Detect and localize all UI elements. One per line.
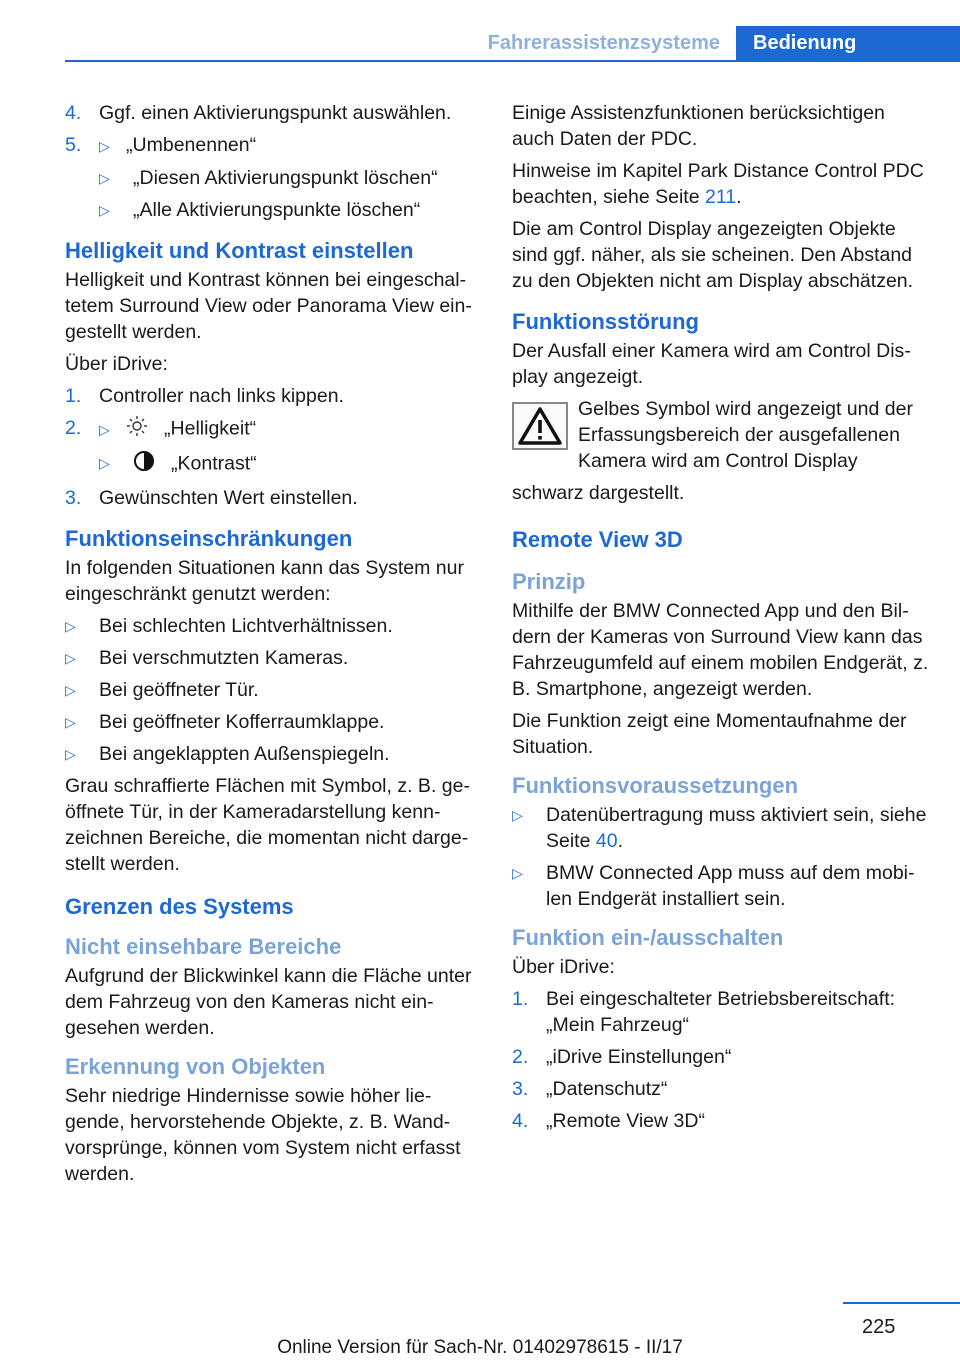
- bullet-triangle-icon: ▷: [99, 170, 110, 186]
- sub-item-text: „Alle Aktivierungspunkte löschen“: [133, 199, 421, 221]
- paragraph: Der Ausfall einer Kamera wird am Control Display angezeigt.: [512, 340, 911, 388]
- paragraph: Über iDrive:: [65, 353, 168, 375]
- warning-note: [512, 396, 932, 474]
- paragraph: Die am Control Display angezeigten Objekte sind ggf. näher, als sie scheinen. Den Abstand zu den Objekten nicht am Display abschätzen.: [512, 218, 914, 292]
- step-number: 3.: [65, 487, 82, 509]
- step-number: 4.: [512, 1110, 529, 1132]
- sub-item-text: „Diesen Aktivierungspunkt löschen“: [133, 167, 438, 189]
- step-text: Controller nach links kippen.: [99, 385, 344, 407]
- paragraph-text: .: [736, 186, 742, 208]
- paragraph: Sehr niedrige Hindernisse sowie höher liegende, hervorstehende Objekte, z. B. Wandvorsprünge, können vom System nicht erfasst werden.: [65, 1085, 461, 1185]
- left-column: [65, 100, 479, 1193]
- step-text: „Umbenennen“: [126, 134, 257, 156]
- warning-text: Gelbes Symbol wird angezeigt und der Erfassungsbereich der ausgefallenen Kamera wird am Control Display: [578, 398, 913, 472]
- page-link-211[interactable]: 211: [704, 186, 737, 208]
- step-text: Gewünschten Wert einstellen.: [99, 487, 358, 509]
- step-text: „Datenschutz“: [546, 1078, 668, 1100]
- step-number: 1.: [65, 385, 82, 407]
- bullet-text: Bei verschmutzten Kameras.: [99, 647, 349, 669]
- bullet-triangle-icon: ▷: [65, 650, 76, 666]
- step-number: 4.: [65, 102, 82, 124]
- bullet-triangle-icon: ▷: [65, 682, 76, 698]
- subheading-object-detection: Erkennung von Objekten: [65, 1054, 326, 1079]
- heading-brightness: Helligkeit und Kontrast einstellen: [65, 238, 414, 263]
- list-item: [512, 986, 932, 1038]
- bullet-triangle-icon: ▷: [512, 807, 523, 823]
- paragraph: Aufgrund der Blickwinkel kann die Fläche unter dem Fahrzeug von den Kameras nicht eingesehen werden.: [65, 965, 472, 1039]
- paragraph-text: Hinweise im Kapitel Park Distance Control PDC beachten, siehe Seite: [512, 160, 924, 208]
- paragraph: Mithilfe der BMW Connected App und den Bildern der Kameras von Surround View kann das Fahrzeugumfeld auf einem mobilen Endgerät, z. B. Smartphone, angezeigt werden.: [512, 600, 929, 700]
- page-link-40[interactable]: 40: [595, 830, 618, 852]
- list-item: [65, 165, 479, 191]
- page-number-rule: [843, 1302, 960, 1304]
- paragraph: In folgenden Situationen kann das System nur eingeschränkt genutzt werden:: [65, 557, 464, 605]
- paragraph: [512, 158, 932, 210]
- list-item: [512, 1076, 932, 1102]
- list-item: [65, 485, 479, 511]
- list-item: [512, 1108, 932, 1134]
- step-number: 5.: [65, 134, 82, 156]
- paragraph: Helligkeit und Kontrast können bei eingeschaltetem Surround View oder Panorama View eingestellt werden.: [65, 269, 472, 343]
- step-text: Ggf. einen Aktivierungspunkt auswählen.: [99, 102, 452, 124]
- list-item: [512, 860, 932, 912]
- list-item: [512, 802, 932, 854]
- page-number: 225: [862, 1316, 896, 1338]
- bullet-text: .: [617, 830, 623, 852]
- list-item: [65, 677, 479, 703]
- list-item: [65, 741, 479, 767]
- contrast-icon: [133, 450, 161, 479]
- step-number: 3.: [512, 1078, 529, 1100]
- subheading-principle: Prinzip: [512, 569, 586, 594]
- sub-item-text: „Kontrast“: [171, 452, 257, 475]
- bullet-triangle-icon: ▷: [65, 618, 76, 634]
- warning-triangle-icon: [512, 402, 568, 450]
- step-number: 2.: [65, 417, 82, 439]
- paragraph: Die Funktion zeigt eine Momentaufnahme der Situation.: [512, 710, 907, 758]
- bullet-text: Bei geöffneter Tür.: [99, 679, 259, 701]
- paragraph: schwarz dargestellt.: [512, 482, 685, 504]
- heading-system-limits: Grenzen des Systems: [65, 894, 294, 919]
- step-number: 2.: [512, 1046, 529, 1068]
- step-number: 1.: [512, 988, 529, 1010]
- heading-limitations: Funktionseinschränkungen: [65, 526, 353, 551]
- list-item: [65, 450, 479, 479]
- step-text: „Remote View 3D“: [546, 1110, 705, 1132]
- list-item: [512, 1044, 932, 1070]
- list-item: [65, 415, 479, 444]
- list-item: [65, 383, 479, 409]
- list-item: [65, 100, 479, 126]
- bullet-text: Datenübertragung muss aktiviert sein, siehe Seite: [546, 804, 927, 852]
- list-item: [65, 197, 479, 223]
- bullet-triangle-icon: ▷: [99, 455, 110, 471]
- heading-malfunction: Funktionsstörung: [512, 309, 699, 334]
- bullet-text: Bei geöffneter Kofferraumklappe.: [99, 711, 385, 733]
- bullet-text: Bei schlechten Lichtverhältnissen.: [99, 615, 393, 637]
- bullet-triangle-icon: ▷: [99, 138, 110, 154]
- header-section-tab[interactable]: Fahrerassistenzsysteme: [487, 32, 720, 54]
- step-text: Bei eingeschalteter Betriebsbereitschaft: „Mein Fahrzeug“: [546, 988, 896, 1036]
- right-column: [512, 100, 932, 1140]
- list-item: [65, 645, 479, 671]
- list-item: [65, 709, 479, 735]
- list-item: [65, 132, 479, 159]
- subheading-blind-areas: Nicht einsehbare Bereiche: [65, 934, 342, 959]
- online-version-footer: Online Version für Sach-Nr. 01402978615 - II/17: [277, 1337, 683, 1358]
- step-text: „iDrive Einstellungen“: [546, 1046, 732, 1068]
- subheading-requirements: Funktionsvoraussetzungen: [512, 773, 799, 798]
- bullet-triangle-icon: ▷: [99, 421, 110, 438]
- header-active-tab[interactable]: Bedienung: [736, 26, 960, 62]
- paragraph: Einige Assistenzfunktionen berücksichtigen auch Daten der PDC.: [512, 102, 885, 150]
- heading-remote-view: Remote View 3D: [512, 527, 683, 552]
- paragraph: Über iDrive:: [512, 956, 615, 978]
- header-rule: [65, 60, 960, 62]
- bullet-triangle-icon: ▷: [65, 746, 76, 762]
- paragraph: Grau schraffierte Flächen mit Symbol, z. B. geöffnete Tür, in der Kameradarstellung kennzeichnen Bereiche, die momentan nicht dargestellt werden.: [65, 775, 470, 875]
- sun-icon: [126, 415, 154, 444]
- bullet-triangle-icon: ▷: [65, 714, 76, 730]
- bullet-triangle-icon: ▷: [512, 865, 523, 881]
- step-text: „Helligkeit“: [164, 417, 257, 440]
- bullet-text: BMW Connected App muss auf dem mobilen Endgerät installiert sein.: [546, 862, 915, 910]
- list-item: [65, 613, 479, 639]
- subheading-on-off: Funktion ein-/ausschalten: [512, 925, 784, 950]
- bullet-text: Bei angeklappten Außenspiegeln.: [99, 743, 390, 765]
- bullet-triangle-icon: ▷: [99, 202, 110, 218]
